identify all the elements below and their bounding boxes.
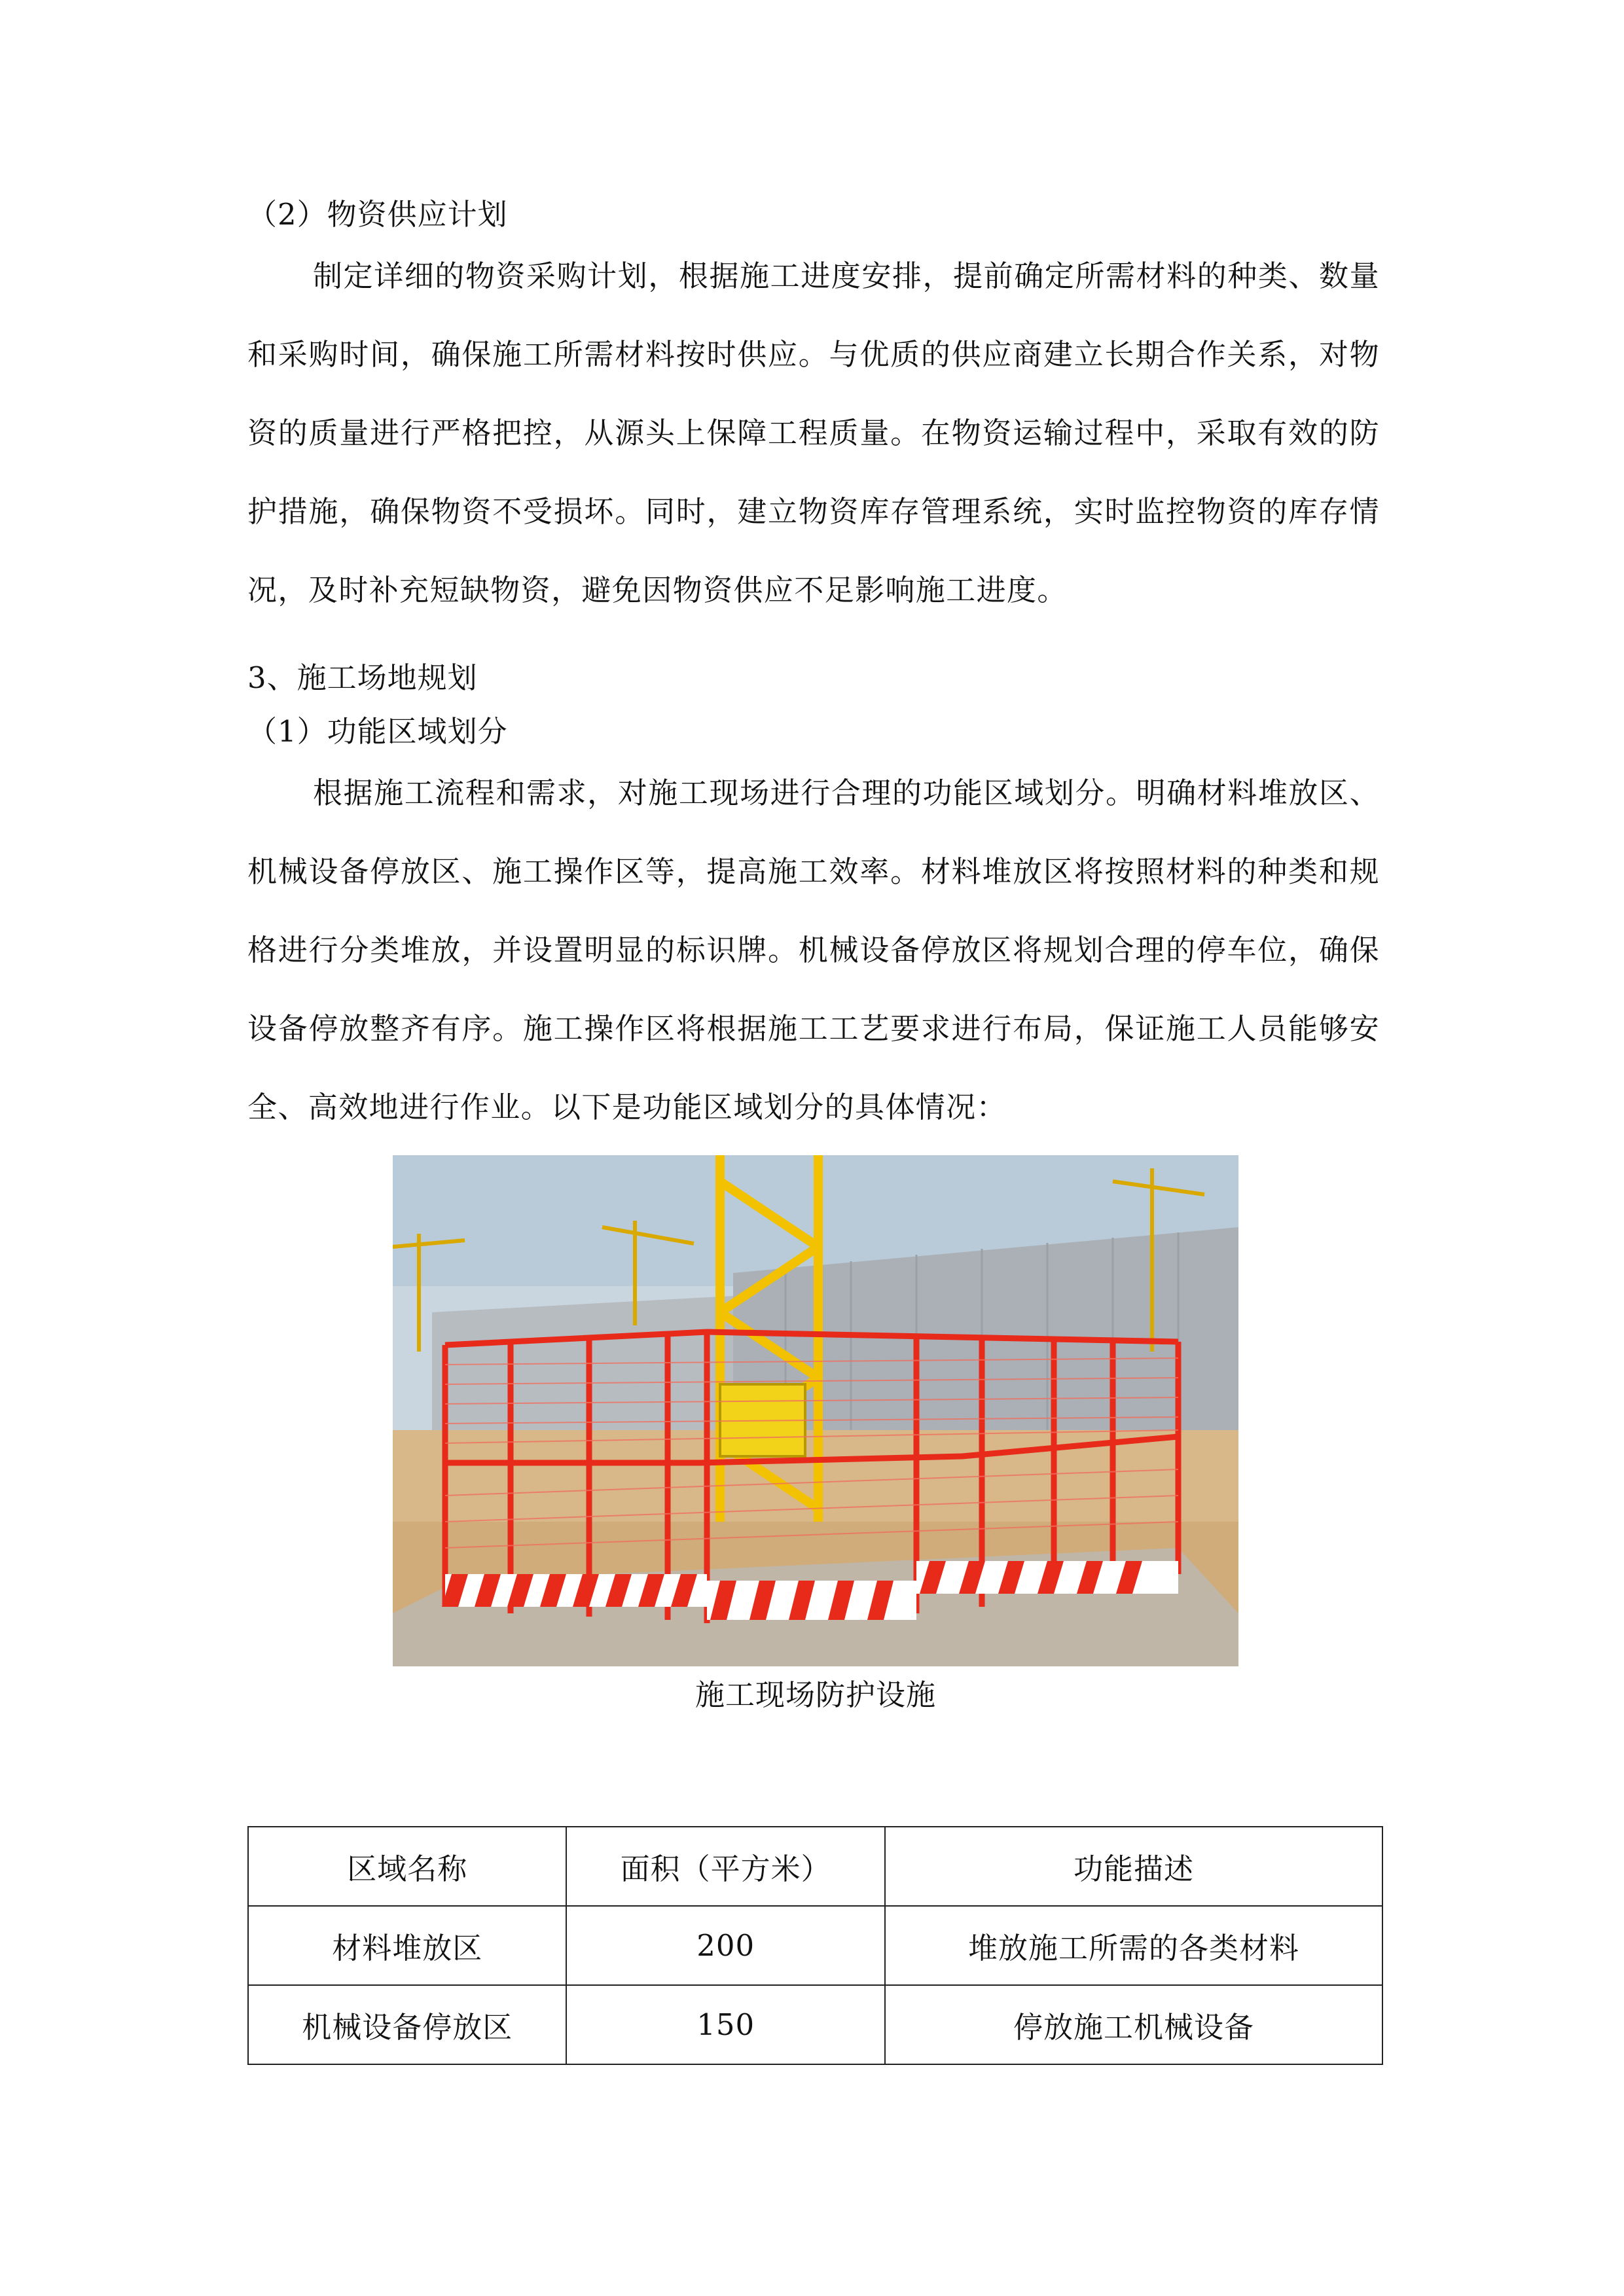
function-zones-paragraph: 根据施工流程和需求，对施工现场进行合理的功能区域划分。明确材料堆放区、机械设备停放区、施工操作区等，提高施工效率。材料堆放区将按照材料的种类和规格进行分类堆放，并设置明显的标识牌。机械设备停放区将规划合理的停车位，确保设备停放整齐有序。施工操作区将根据施工工艺要求进行布局，保证施工人员能够安全、高效地进行作业。以下是功能区域划分的具体情况： (247, 776, 1380, 1124)
table-cell: 堆放施工所需的各类材料 (885, 1906, 1382, 1985)
material-supply-paragraph: 制定详细的物资采购计划，根据施工进度安排，提前确定所需材料的种类、数量和采购时间，确保施工所需材料按时供应。与优质的供应商建立长期合作关系，对物资的质量进行严格把控，从源头上保障工程质量。在物资运输过程中，采取有效的防护措施，确保物资不受损坏。同时，建立物资库存管理系统，实时监控物资的库存情况，及时补充短缺物资，避免因物资供应不足影响施工进度。 (247, 259, 1380, 607)
section-heading-material-supply: （2）物资供应计划 (247, 197, 508, 232)
figure-caption: 施工现场防护设施 (695, 1677, 936, 1712)
table-header-cell: 面积（平方米） (566, 1827, 884, 1906)
function-zones-table (247, 1826, 1383, 2065)
table-cell: 材料堆放区 (248, 1906, 566, 1985)
construction-site-photo (393, 1155, 1238, 1666)
table-header-cell: 区域名称 (248, 1827, 566, 1906)
table-row (248, 1906, 1382, 1985)
table-header-row (248, 1827, 1382, 1906)
table-cell: 200 (566, 1906, 884, 1985)
construction-site-illustration (393, 1155, 1238, 1666)
table-cell: 150 (566, 1985, 884, 2064)
table-cell: 机械设备停放区 (248, 1985, 566, 2064)
table-cell: 停放施工机械设备 (885, 1985, 1382, 2064)
section-heading-function-zones: （1）功能区域划分 (247, 714, 508, 749)
table-row (248, 1985, 1382, 2064)
table-header-cell: 功能描述 (885, 1827, 1382, 1906)
section-heading-site-planning: 3、施工场地规划 (247, 660, 478, 695)
